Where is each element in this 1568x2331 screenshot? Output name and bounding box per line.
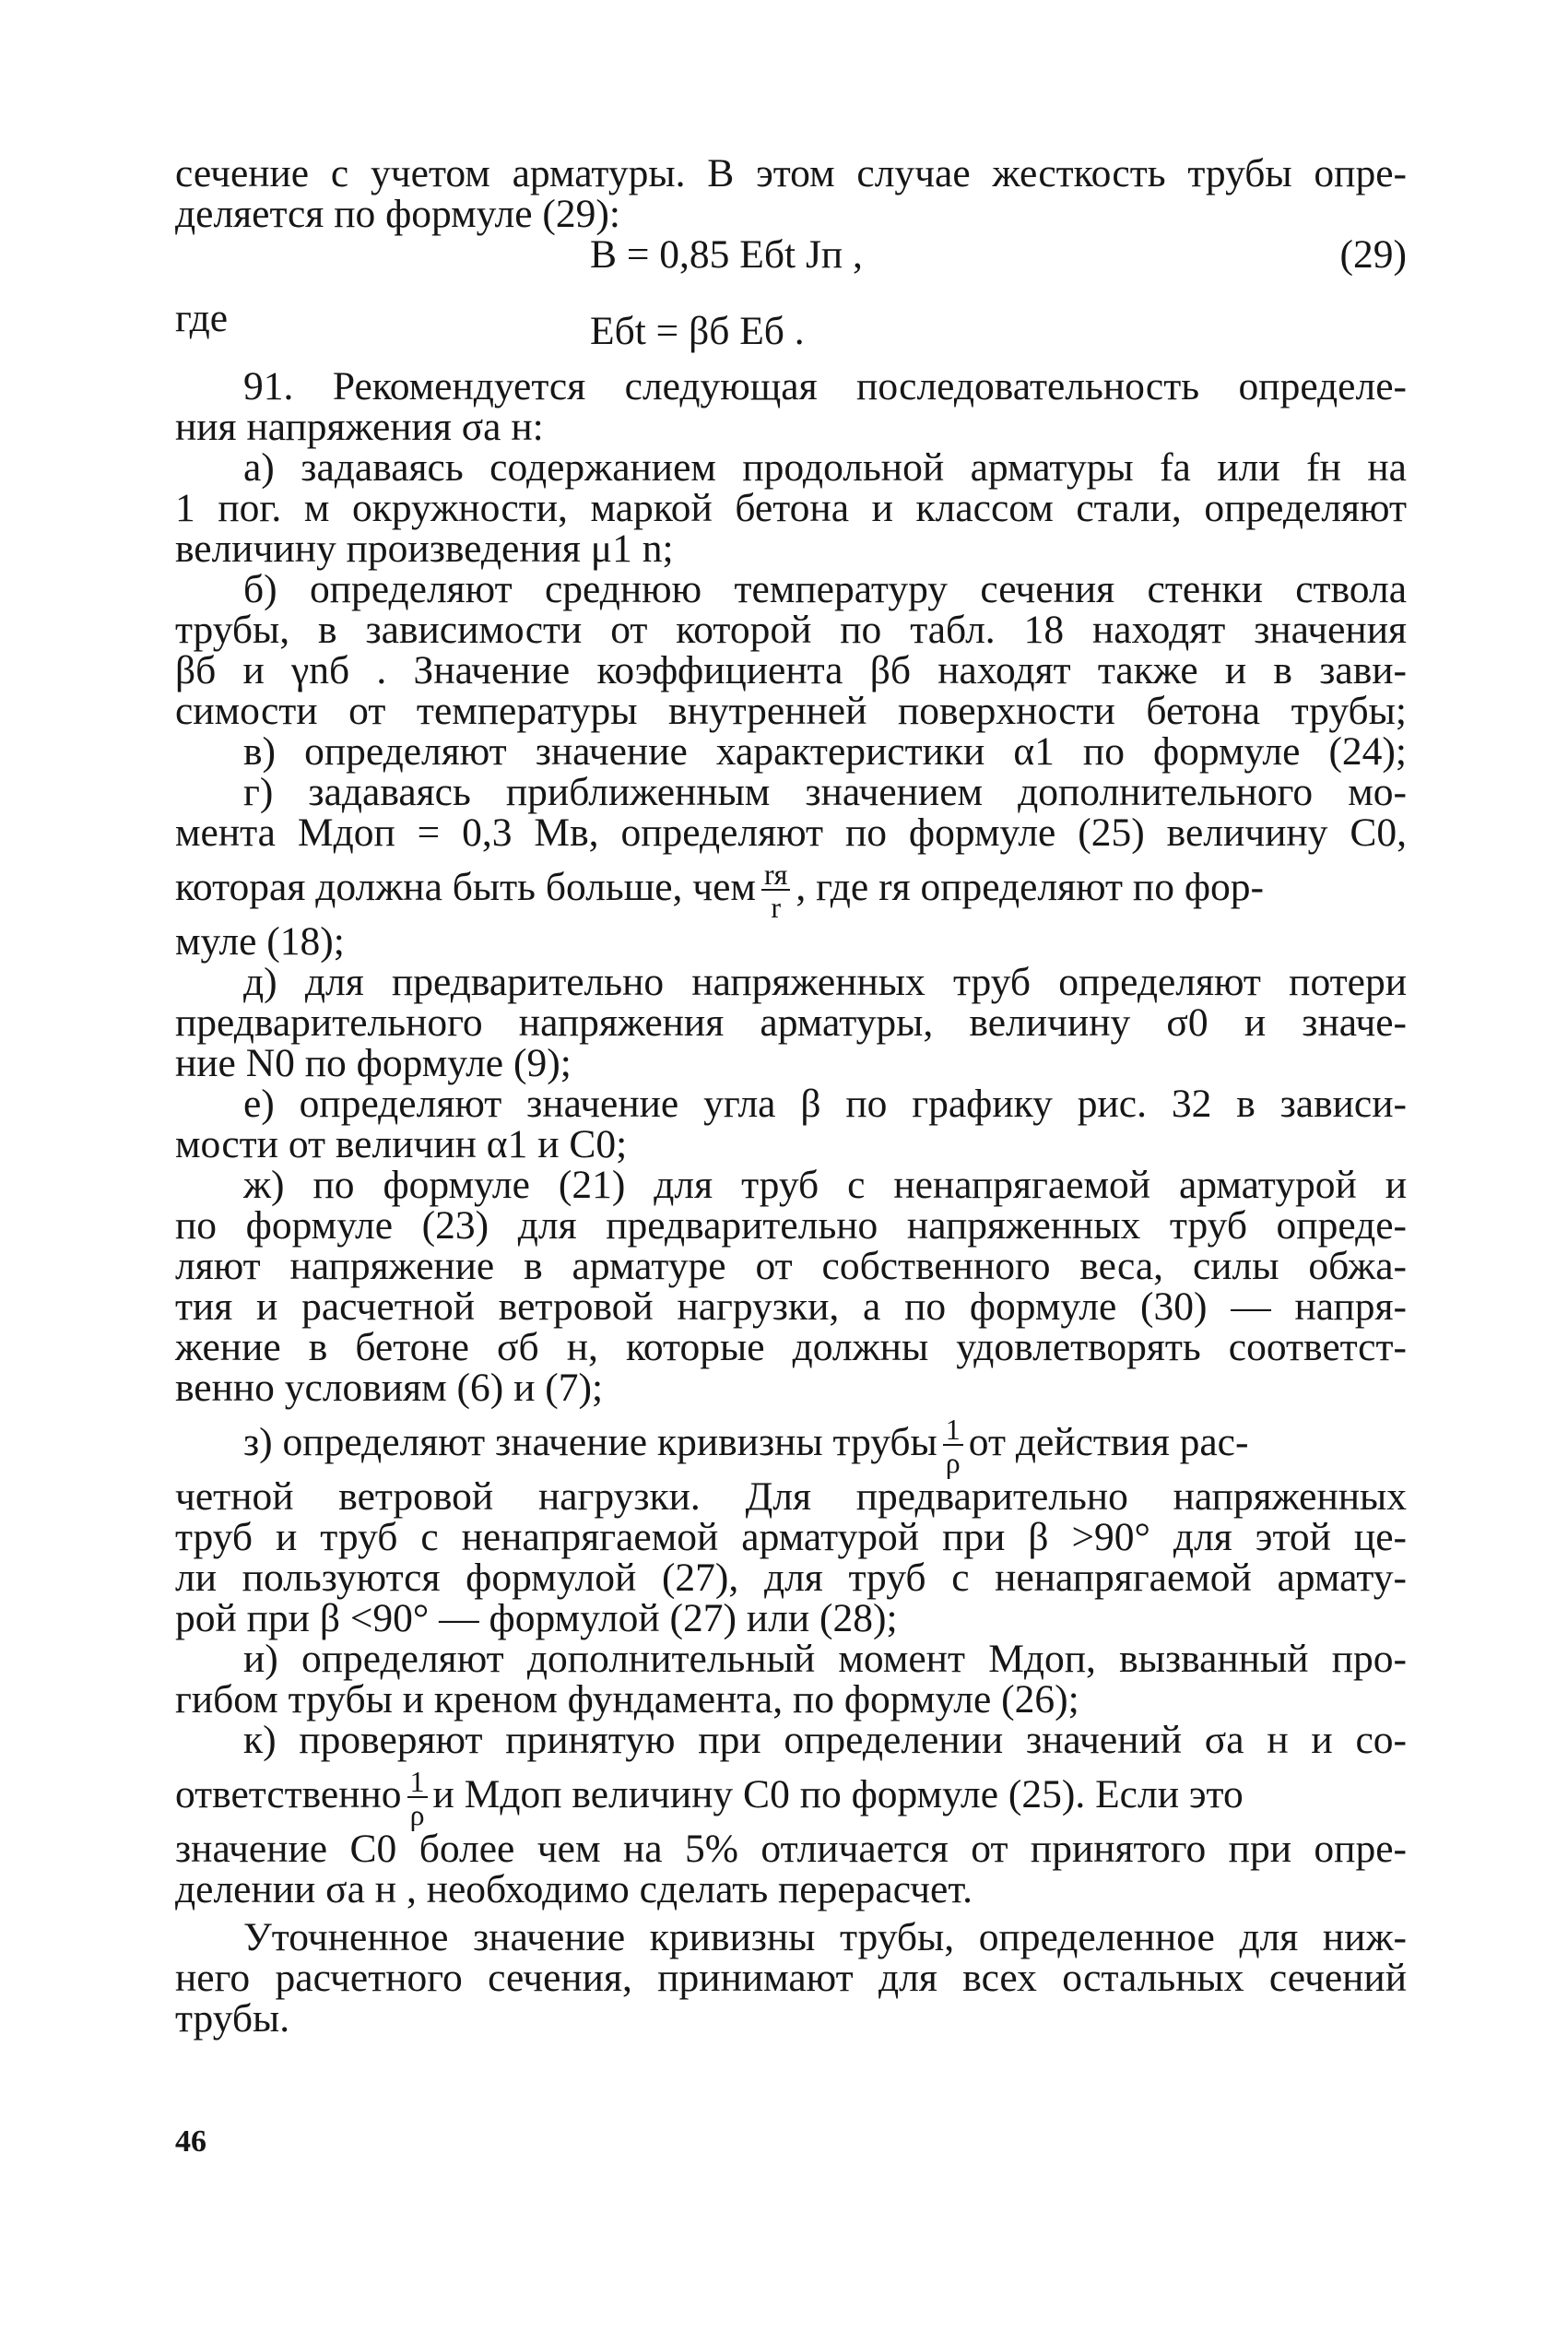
fraction-denominator: r [771, 891, 781, 925]
body-text [175, 153, 1407, 2039]
text-line: мости от величин α1 и C0; [175, 1122, 628, 1166]
text-line: б) определяют среднюю температуру сечения стенки ствола [243, 567, 1407, 611]
formula-ebt: Eбt = βб Eб . [590, 309, 805, 353]
fraction-numerator: 1 [407, 1767, 428, 1798]
fraction-rya-over-r [761, 858, 790, 925]
text-segment: з) определяют значение кривизны трубы [243, 1420, 937, 1464]
text-line: муле (18); [175, 919, 345, 964]
text-line: мента Mдоп = 0,3 Mв, определяют по формуле (25) величину C0, [175, 811, 1407, 855]
text-line: значение C0 более чем на 5% отличается от принятого при опре- [175, 1827, 1407, 1871]
text-line: тия и расчетной ветровой нагрузки, а по формуле (30) — напря- [175, 1284, 1407, 1329]
formula-where-row [175, 285, 1407, 366]
text-line: жение в бетоне σб н, которые должны удовлетворять соответст- [175, 1325, 1407, 1369]
text-line: к) проверяют принятую при определении значений σа н и со- [243, 1718, 1407, 1762]
fraction-denominator: ρ [409, 1798, 425, 1832]
text-line-with-fraction [175, 1408, 1407, 1480]
fraction-numerator: 1 [943, 1414, 963, 1446]
text-line: βб и γnб . Значение коэффициента βб находят также и в зави- [175, 648, 1407, 692]
text-line: труб и труб с ненапрягаемой арматурой при β >90° для этой це- [175, 1515, 1407, 1559]
text-line: трубы. [175, 1996, 290, 2041]
fraction-denominator: ρ [945, 1446, 961, 1480]
equation-number: (29) [1339, 232, 1407, 277]
text-segment: , где rя определяют по фор- [796, 865, 1265, 909]
text-line: сечение с учетом арматуры. В этом случае жесткость трубы опре- [175, 151, 1407, 195]
text-line: венно условиям (6) и (7); [175, 1366, 604, 1410]
text-line: рой при β <90° — формулой (27) или (28); [175, 1596, 898, 1640]
fraction-one-over-rho [943, 1413, 963, 1480]
text-line: предварительного напряжения арматуры, величину σ0 и значе- [175, 1000, 1407, 1045]
text-line: деляется по формуле (29): [175, 192, 620, 236]
page-number: 46 [175, 2124, 206, 2159]
text-line: ние N0 по формуле (9); [175, 1041, 572, 1085]
text-line: ли пользуются формулой (27), для труб с ненапрягаемой армату- [175, 1556, 1407, 1600]
text-line: него расчетного сечения, принимают для всех остальных сечений [175, 1956, 1407, 2000]
text-segment: от действия рас- [968, 1420, 1249, 1464]
where-label: где [175, 296, 229, 340]
text-line: 91. Рекомендуется следующая последовательность определе- [243, 364, 1407, 408]
text-line: ния напряжения σа н: [175, 405, 544, 449]
text-line: гибом трубы и креном фундамента, по формуле (26); [175, 1677, 1079, 1722]
text-line-with-fraction [175, 853, 1407, 925]
text-line: четной ветровой нагрузки. Для предварительно напряженных [175, 1474, 1407, 1519]
text-line: делении σа н , необходимо сделать перерасчет. [175, 1867, 973, 1911]
fraction-one-over-rho [407, 1765, 428, 1832]
text-line: и) определяют дополнительный момент Mдоп, вызванный про- [243, 1637, 1407, 1681]
text-line: ж) по формуле (21) для труб с ненапрягаемой арматурой и [243, 1163, 1407, 1207]
text-segment: которая должна быть больше, чем [175, 865, 756, 909]
fraction-numerator: rя [761, 859, 790, 891]
text-line: по формуле (23) для предварительно напряженных труб опреде- [175, 1203, 1407, 1248]
text-segment: и Mдоп величину C0 по формуле (25). Если это [432, 1772, 1244, 1816]
text-line: симости от температуры внутренней поверхности бетона трубы; [175, 689, 1407, 733]
text-line: г) задаваясь приближенным значением дополнительного мо- [243, 770, 1407, 814]
text-line: а) задаваясь содержанием продольной арматуры fа или fн на [243, 445, 1407, 490]
text-line: трубы, в зависимости от которой по табл. 18 находят значения [175, 608, 1407, 652]
text-line: е) определяют значение угла β по графику рис. 32 в зависи- [243, 1082, 1407, 1126]
text-line: д) для предварительно напряженных труб определяют потери [243, 960, 1407, 1004]
text-line: Уточненное значение кривизны трубы, определенное для ниж- [243, 1915, 1407, 1959]
text-segment: ответственно [175, 1772, 402, 1816]
text-line: в) определяют значение характеристики α1 по формуле (24); [243, 729, 1407, 774]
formula-29: B = 0,85 Eбt Jп , [590, 232, 863, 277]
text-line-with-fraction [175, 1760, 1407, 1832]
text-line: 1 пог. м окружности, маркой бетона и классом стали, определяют [175, 486, 1407, 530]
formula-29-row [175, 234, 1407, 285]
text-line: ляют напряжение в арматуре от собственного веса, силы обжа- [175, 1244, 1407, 1288]
text-line: величину произведения μ1 n; [175, 527, 674, 571]
